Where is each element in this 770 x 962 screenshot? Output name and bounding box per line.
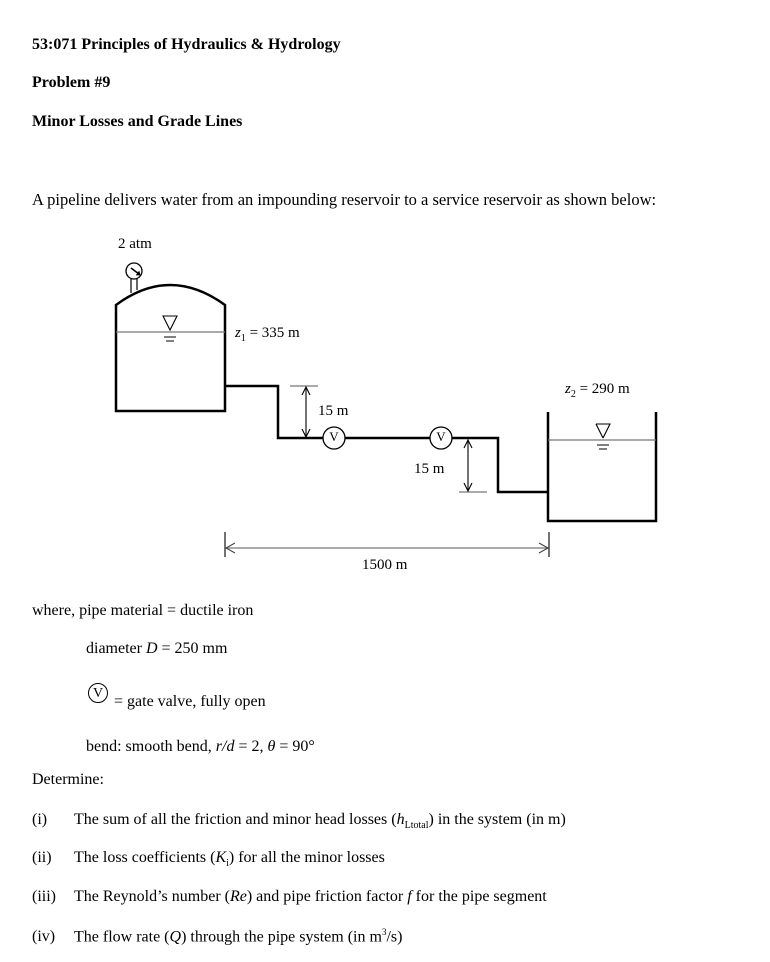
- bend-spec: bend: smooth bend, r/d = 2, θ = 90°: [86, 738, 315, 755]
- water-surface-icon: [163, 316, 177, 330]
- z2-label: $z_2 = 290$ m: [565, 381, 630, 400]
- problem-intro: A pipeline delivers water from an impounding reservoir to a service reservoir as shown below:: [32, 190, 657, 209]
- problem-number: Problem #9: [32, 74, 111, 91]
- question-item: (iv) The flow rate (Q) through the pipe system (in $m^3/s$): [32, 927, 403, 946]
- pressure-label: 2 atm: [118, 236, 152, 252]
- drop1-label: 15 m: [318, 403, 349, 419]
- question-item: (i) The sum of all the friction and minor head losses $(h_{Ltotal})$ in the system (in m): [32, 811, 566, 832]
- z1-label: $z_1 = 335$ m: [235, 325, 300, 344]
- length-label: 1500 m: [362, 557, 408, 573]
- pipe-diameter: diameter D = 250 mm: [86, 640, 228, 657]
- problem-topic: Minor Losses and Grade Lines: [32, 113, 243, 130]
- valve-1-label: V: [329, 429, 339, 444]
- gate-valve-icon: V: [88, 683, 108, 703]
- question-item: (ii) The loss coefficients $(K_i)$ for all the minor losses: [32, 849, 385, 870]
- drop-dimension-2: [459, 440, 487, 492]
- course-title: 53:071 Principles of Hydraulics & Hydrology: [32, 36, 341, 53]
- valve-description: = gate valve, fully open: [114, 693, 266, 710]
- service-reservoir: [548, 412, 656, 521]
- drop2-label: 15 m: [414, 461, 445, 477]
- pipe-material: where, pipe material = ductile iron: [32, 602, 254, 619]
- question-item: (iii) The Reynold’s number (Re) and pipe friction factor f for the pipe segment: [32, 888, 547, 905]
- pressure-gauge-icon: [126, 263, 142, 293]
- water-surface-icon: [596, 424, 610, 438]
- valve-2-label: V: [436, 429, 446, 444]
- determine-label: Determine:: [32, 771, 104, 788]
- length-dimension: [225, 532, 549, 557]
- valve-legend: [88, 683, 108, 703]
- drop-dimension-1: [290, 386, 318, 437]
- pipeline: [225, 386, 548, 492]
- impounding-reservoir: [116, 285, 225, 411]
